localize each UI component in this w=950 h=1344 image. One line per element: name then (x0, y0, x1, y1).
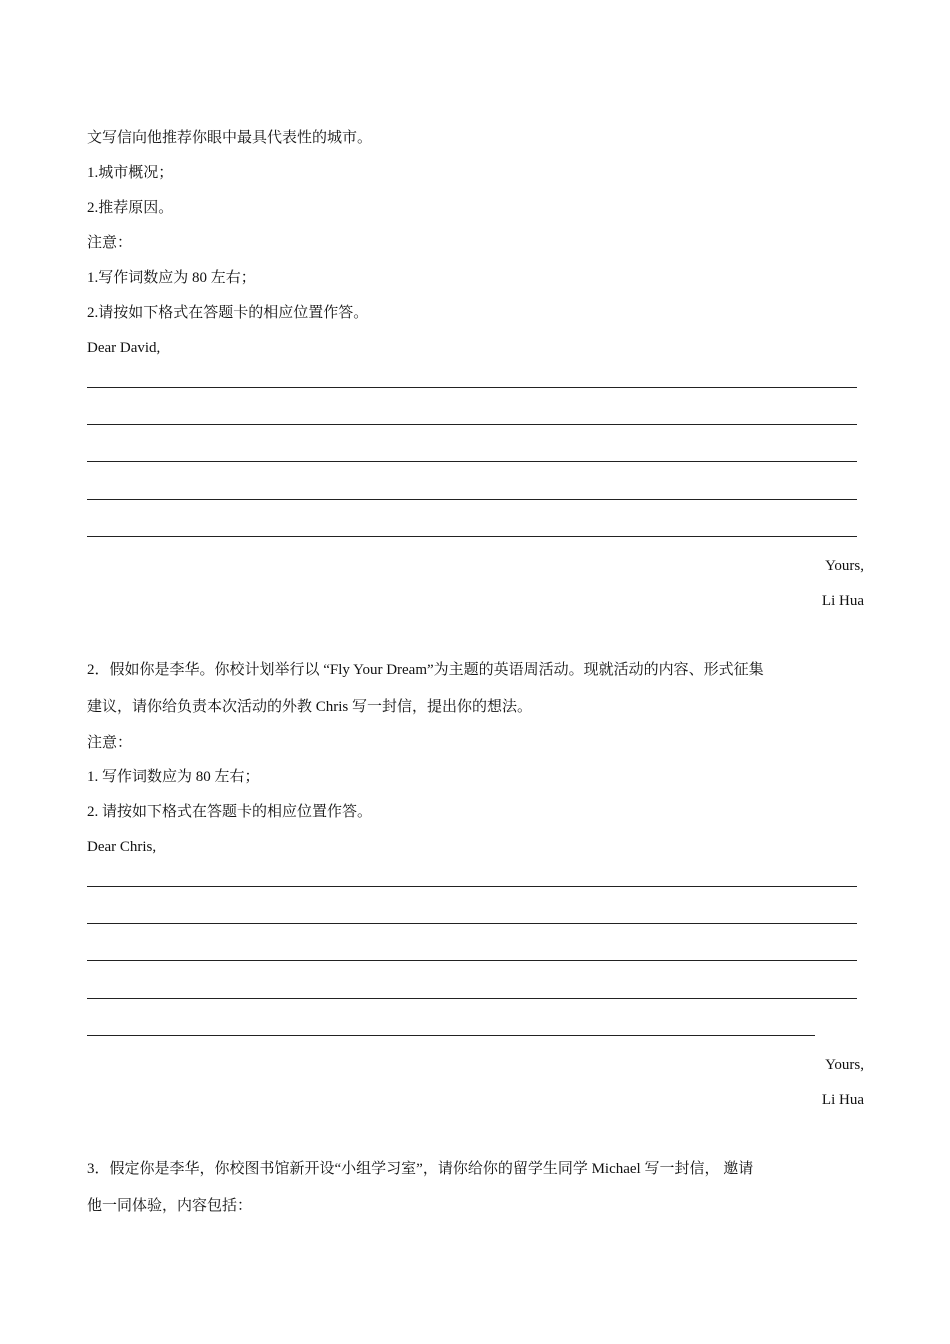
section1-closing: Yours, (825, 558, 864, 574)
answer-line (87, 387, 857, 388)
answer-line (87, 536, 857, 537)
answer-line (87, 424, 857, 425)
section3-prompt-line2: 他一同体验，内容包括： (87, 1198, 253, 1214)
answer-line (87, 960, 857, 961)
section3-prompt-line1: 3．假定你是李华，你校图书馆新开设“小组学习室”，请你给你的留学生同学 Michael 写一封信， 邀请 (87, 1161, 754, 1177)
section2-closing: Yours, (825, 1057, 864, 1073)
section2-note2: 2. 请按如下格式在答题卡的相应位置作答。 (87, 804, 373, 820)
section2-note-label: 注意： (87, 735, 133, 751)
answer-line (87, 886, 857, 887)
section2-note1: 1. 写作词数应为 80 左右； (87, 769, 260, 785)
section2-greeting: Dear Chris, (87, 839, 157, 855)
section2-signature: Li Hua (821, 1092, 864, 1108)
section1-intro: 文写信向他推荐你眼中最具代表性的城市。 (87, 130, 373, 146)
section2-prompt-line1: 2．假如你是李华。你校计划举行以 “Fly Your Dream”为主题的英语周活动。现就活动的内容、形式征集 (87, 662, 764, 678)
section1-note1: 1.写作词数应为 80 左右； (87, 270, 256, 286)
answer-line (87, 499, 857, 500)
answer-line (87, 461, 857, 462)
section1-note2: 2.请按如下格式在答题卡的相应位置作答。 (87, 305, 369, 321)
section1-point2: 2.推荐原因。 (87, 200, 174, 216)
answer-line (87, 923, 857, 924)
answer-line (87, 998, 857, 999)
section1-note-label: 注意： (87, 235, 133, 251)
section1-greeting: Dear David, (87, 340, 161, 356)
section2-prompt-line2: 建议，请你给负责本次活动的外教 Chris 写一封信，提出你的想法。 (87, 699, 533, 715)
section1-signature: Li Hua (821, 593, 864, 609)
section1-point1: 1.城市概况； (87, 165, 174, 181)
answer-line (87, 1035, 815, 1036)
